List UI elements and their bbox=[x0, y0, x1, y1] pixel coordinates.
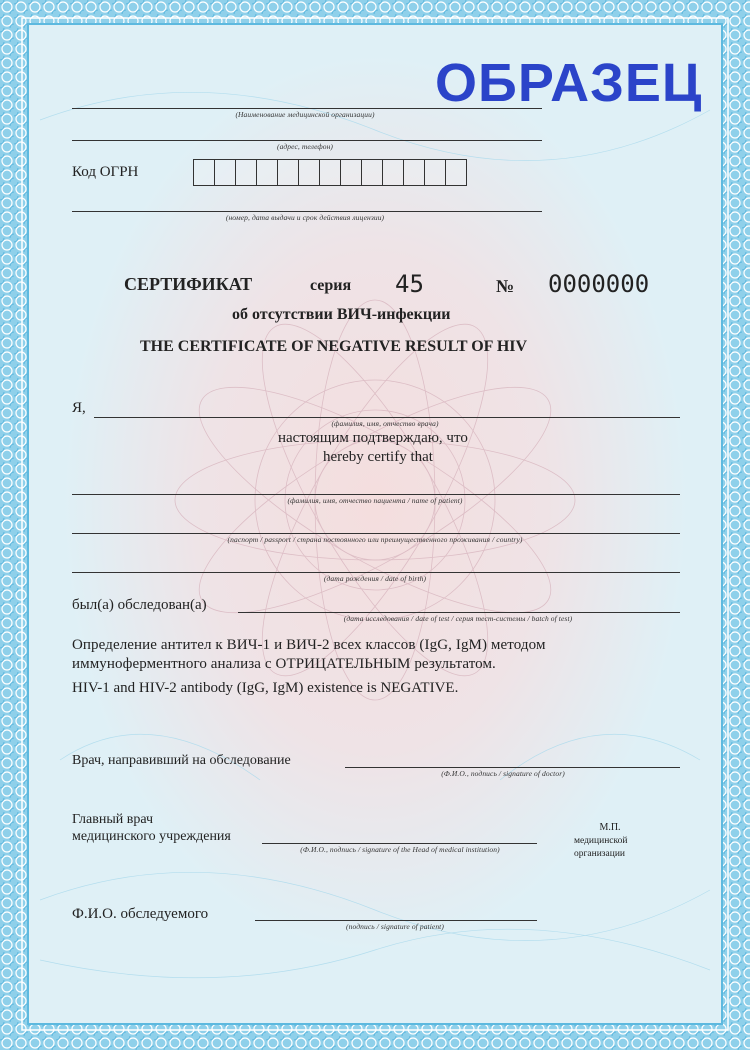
referring-doctor-hint: (Ф.И.О., подпись / signature of doctor) bbox=[441, 769, 565, 778]
patient-name-line bbox=[72, 494, 680, 495]
result-en: HIV-1 and HIV-2 antibody (IgG, IgM) existence is NEGATIVE. bbox=[72, 680, 459, 696]
referring-doctor-line bbox=[345, 767, 680, 768]
chief-doctor-label-2: медицинского учреждения bbox=[72, 829, 231, 844]
ogrn-label: Код ОГРН bbox=[72, 164, 139, 180]
birth-date-line bbox=[72, 572, 680, 573]
chief-doctor-line bbox=[262, 843, 537, 844]
doctor-name-hint: (фамилия, имя, отчество врача) bbox=[331, 419, 439, 428]
test-date-hint: (дата исследования / date of test / серия тест-системы / batch of test) bbox=[343, 614, 573, 623]
license-line bbox=[72, 211, 542, 212]
ogrn-digit-box bbox=[256, 159, 278, 186]
number-value: 0000000 bbox=[548, 270, 650, 298]
test-date-line bbox=[238, 612, 680, 613]
series-value: 45 bbox=[395, 270, 424, 298]
series-label: серия bbox=[310, 277, 352, 294]
certificate-title: СЕРТИФИКАТ bbox=[124, 274, 253, 294]
ogrn-digit-box bbox=[340, 159, 362, 186]
ogrn-digit-box bbox=[424, 159, 446, 186]
ogrn-digit-box bbox=[403, 159, 425, 186]
ogrn-digit-box bbox=[277, 159, 299, 186]
ogrn-digit-box bbox=[235, 159, 257, 186]
org-name-hint: (Наименование медицинской организации) bbox=[235, 110, 375, 119]
birth-date-hint: (дата рождения / date of birth) bbox=[323, 574, 427, 583]
doctor-name-line bbox=[94, 417, 680, 418]
subtitle-ru: об отсутствии ВИЧ-инфекции bbox=[232, 306, 451, 323]
examined-label: был(а) обследован(а) bbox=[72, 597, 207, 613]
ogrn-digit-box bbox=[382, 159, 404, 186]
ogrn-digit-box bbox=[193, 159, 215, 186]
result-ru-line-2: иммуноферментного анализа с ОТРИЦАТЕЛЬНЫМ результатом. bbox=[72, 656, 496, 672]
confirm-en: hereby certify that bbox=[323, 449, 433, 465]
confirm-ru: настоящим подтверждаю, что bbox=[278, 430, 468, 446]
passport-hint: (паспорт / passport / страна постоянного или преимущественного проживания / country) bbox=[227, 535, 523, 544]
sample-stamp: ОБРАЗЕЦ bbox=[435, 53, 703, 113]
number-label: № bbox=[496, 276, 515, 296]
address-hint: (адрес, телефон) bbox=[276, 142, 334, 151]
ogrn-digit-box bbox=[361, 159, 383, 186]
ogrn-digit-box bbox=[298, 159, 320, 186]
ogrn-code-boxes bbox=[193, 159, 466, 186]
org-name-line bbox=[72, 108, 542, 109]
ogrn-digit-box bbox=[445, 159, 467, 186]
seal-label-2: медицинской bbox=[574, 836, 628, 846]
chief-doctor-hint: (Ф.И.О., подпись / signature of the Head of medical institution) bbox=[300, 845, 500, 854]
chief-doctor-label-1: Главный врач bbox=[72, 812, 154, 827]
subtitle-en: THE CERTIFICATE OF NEGATIVE RESULT OF HIV bbox=[140, 338, 528, 355]
result-ru-line-1: Определение антител к ВИЧ-1 и ВИЧ-2 всех классов (IgG, IgM) методом bbox=[72, 637, 546, 653]
ogrn-digit-box bbox=[319, 159, 341, 186]
patient-signature-label: Ф.И.О. обследуемого bbox=[72, 906, 209, 922]
ogrn-digit-box bbox=[214, 159, 236, 186]
license-hint: (номер, дата выдачи и срок действия лицензии) bbox=[225, 213, 385, 222]
referring-doctor-label: Врач, направивший на обследование bbox=[72, 753, 291, 768]
address-line bbox=[72, 140, 542, 141]
seal-label-1: М.П. bbox=[599, 822, 621, 833]
patient-name-hint: (фамилия, имя, отчество пациента / name of patient) bbox=[287, 496, 463, 505]
passport-line bbox=[72, 533, 680, 534]
patient-signature-line bbox=[255, 920, 537, 921]
i-label: Я, bbox=[72, 400, 86, 416]
patient-signature-hint: (подпись / signature of patient) bbox=[346, 922, 444, 931]
seal-label-3: организации bbox=[574, 849, 626, 859]
